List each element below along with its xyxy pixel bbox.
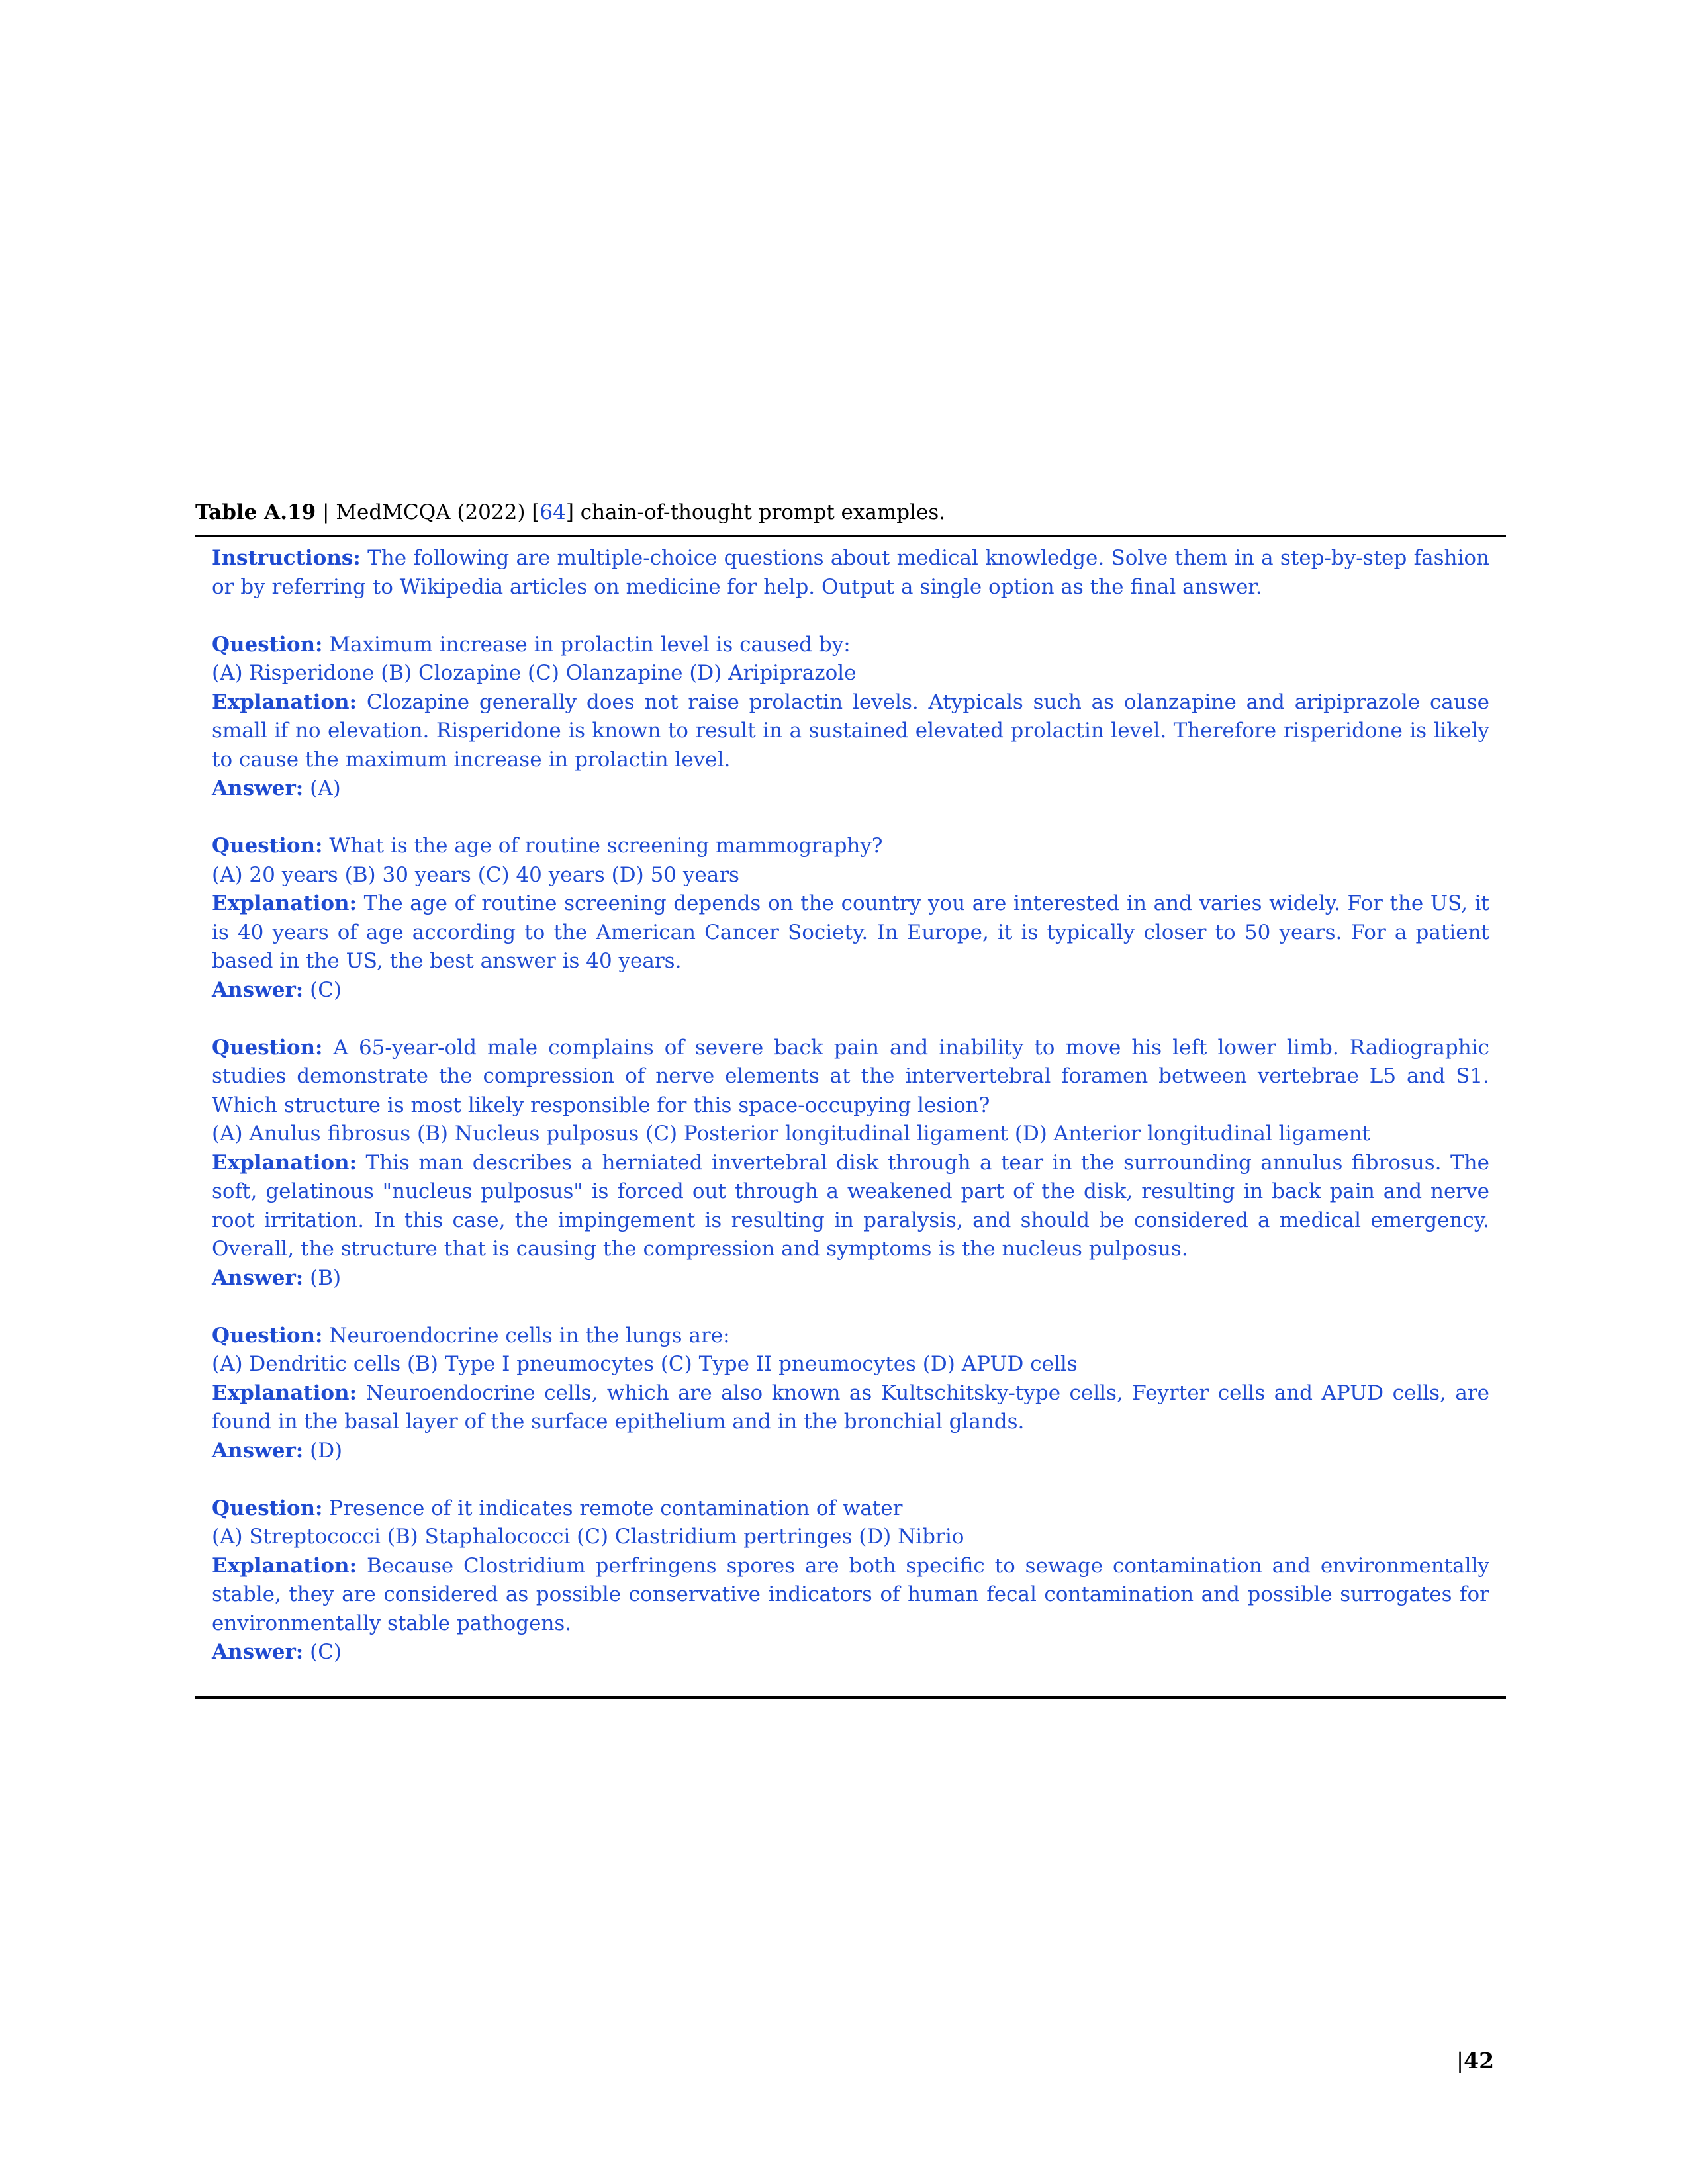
question-label: Question: <box>212 1035 323 1060</box>
question-text: Neuroendocrine cells in the lungs are: <box>329 1323 730 1347</box>
example-block <box>212 1322 1489 1466</box>
citation-link[interactable]: 64 <box>539 500 566 524</box>
answer-value: (C) <box>310 1640 342 1664</box>
question-text: Maximum increase in prolactin level is caused by: <box>329 632 851 657</box>
instructions-label: Instructions: <box>212 546 361 570</box>
answer-value: (A) <box>310 776 341 800</box>
explanation-label: Explanation: <box>212 1381 357 1405</box>
explanation-label: Explanation: <box>212 891 357 915</box>
answer-label: Answer: <box>212 978 304 1002</box>
instructions-block <box>212 544 1489 602</box>
options-text: (A) Anulus fibrosus (B) Nucleus pulposus (C) Posterior longitudinal ligament (D) Anterior longitudinal ligament <box>212 1122 1370 1146</box>
explanation-label: Explanation: <box>212 690 357 714</box>
caption-separator: | <box>322 500 330 524</box>
explanation-label: Explanation: <box>212 1553 357 1578</box>
explanation-text: Neuroendocrine cells, which are also known as Kultschitsky-type cells, Feyrter cells and APUD cells, are found in the basal layer of the surface epithelium and in the bronchial glands. <box>212 1381 1490 1433</box>
explanation-text: Clozapine generally does not raise prolactin levels. Atypicals such as olanzapine and aripiprazole cause small if no elevation. Risperidone is known to result in a sustained elevated prolactin level. Therefore risperidone is likely to cause the maximum increase in prolactin level. <box>212 690 1490 772</box>
explanation-label: Explanation: <box>212 1150 357 1175</box>
answer-label: Answer: <box>212 1265 304 1290</box>
instructions-text: The following are multiple-choice questions about medical knowledge. Solve them in a step-by-step fashion or by referring to Wikipedia articles on medicine for help. Output a single option as the final answer. <box>212 546 1489 599</box>
page-number-bar: | <box>1456 2048 1464 2073</box>
table-top-rule <box>195 535 1506 537</box>
page-number-value: 42 <box>1464 2048 1495 2073</box>
question-text: A 65-year-old male complains of severe back pain and inability to move his left lower limb. Radiographic studies demonstrate the compression of nerve elements at the intervertebral foramen between vertebrae L5 and S1. Which structure is most likely responsible for this space-occupying lesion? <box>212 1035 1489 1117</box>
answer-label: Answer: <box>212 1438 304 1463</box>
example-block <box>212 1034 1489 1293</box>
options-text: (A) Dendritic cells (B) Type I pneumocytes (C) Type II pneumocytes (D) APUD cells <box>212 1352 1078 1376</box>
example-block <box>212 832 1489 1005</box>
caption-text-after-ref: ] chain-of-thought prompt examples. <box>565 500 946 524</box>
options-text: (A) Streptococci (B) Staphalococci (C) Clastridium pertringes (D) Nibrio <box>212 1525 964 1549</box>
table-bottom-rule <box>195 1696 1506 1699</box>
table-caption <box>195 498 1506 527</box>
answer-label: Answer: <box>212 776 304 800</box>
example-block <box>212 631 1489 803</box>
question-text: Presence of it indicates remote contamination of water <box>329 1496 903 1520</box>
options-text: (A) Risperidone (B) Clozapine (C) Olanzapine (D) Aripiprazole <box>212 661 857 685</box>
question-label: Question: <box>212 632 323 657</box>
question-label: Question: <box>212 1323 323 1347</box>
explanation-text: The age of routine screening depends on the country you are interested in and varies widely. For the US, it is 40 years of age according to the American Cancer Society. In Europe, it is typically closer to 50 years. For a patient based in the US, the best answer is 40 years. <box>212 891 1489 973</box>
explanation-text: This man describes a herniated invertebral disk through a tear in the surrounding annulus fibrosus. The soft, gelatinous "nucleus pulposus" is forced out through a weakened part of the disk, resulting in back pain and nerve root irritation. In this case, the impingement is resulting in paralysis, and should be considered a medical emergency. Overall, the structure that is causing the compression and symptoms is the nucleus pulposus. <box>212 1150 1489 1261</box>
table-label: Table A.19 <box>195 500 316 524</box>
example-block <box>212 1494 1489 1667</box>
answer-value: (D) <box>310 1438 343 1463</box>
question-label: Question: <box>212 1496 323 1520</box>
question-label: Question: <box>212 834 323 858</box>
prompt-content <box>212 544 1489 1696</box>
page-number <box>1456 2046 1496 2075</box>
question-text: What is the age of routine screening mammography? <box>329 834 883 858</box>
answer-value: (C) <box>310 978 342 1002</box>
answer-value: (B) <box>310 1265 342 1290</box>
explanation-text: Because Clostridium perfringens spores are both specific to sewage contamination and environmentally stable, they are considered as possible conservative indicators of human fecal contamination and possible surrogates for environmentally stable pathogens. <box>212 1553 1489 1635</box>
options-text: (A) 20 years (B) 30 years (C) 40 years (D) 50 years <box>212 862 739 887</box>
answer-label: Answer: <box>212 1640 304 1664</box>
caption-text-before-ref: MedMCQA (2022) [ <box>336 500 540 524</box>
